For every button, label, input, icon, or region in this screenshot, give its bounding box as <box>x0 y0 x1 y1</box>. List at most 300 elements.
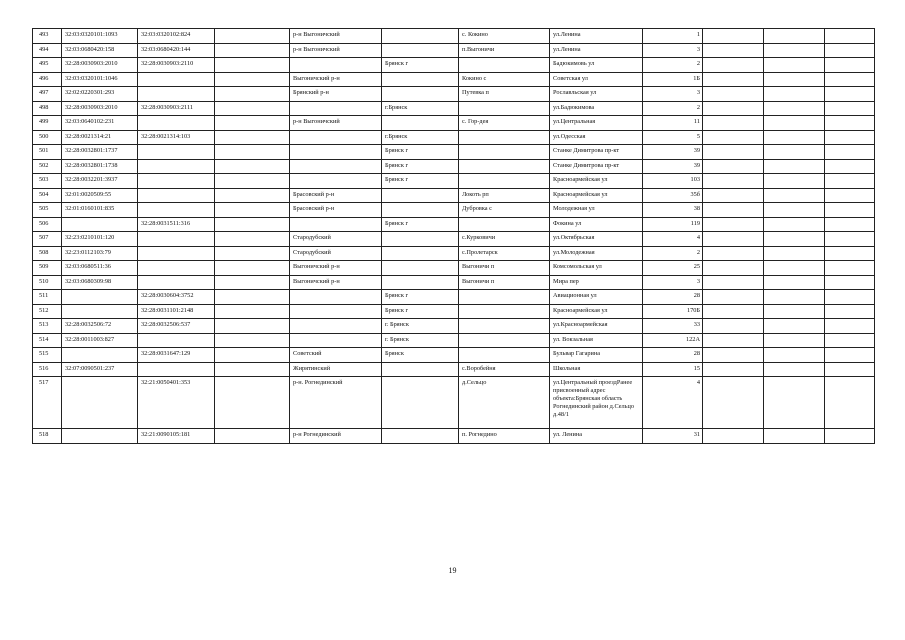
cell-cadastral-number: 32:23:0112103:79 <box>62 246 138 261</box>
cell-city: Брянск г <box>382 159 459 174</box>
cell-street: ул.Центральная <box>550 116 643 131</box>
cell-district <box>290 290 382 305</box>
cell-cadastral-number: 32:03:0640102:231 <box>62 116 138 131</box>
cell-city: Брянск г <box>382 174 459 189</box>
cell-district <box>290 174 382 189</box>
cell-extra-col-2 <box>764 58 825 73</box>
cell-city <box>382 429 459 444</box>
cell-building-cadastral-number: 32:28:0021314:103 <box>138 130 215 145</box>
cell-city: Брянск г <box>382 290 459 305</box>
cell-cadastral-number <box>62 304 138 319</box>
cell-house-number: 2 <box>643 246 703 261</box>
cell-city: г.Брянск <box>382 101 459 116</box>
cell-settlement: с. Гор-дея <box>459 116 550 131</box>
cell-extra-col-3 <box>825 429 875 444</box>
cell-extra-col-1 <box>703 145 764 160</box>
cell-city: Брянск <box>382 348 459 363</box>
cell-extra-col-1 <box>703 174 764 189</box>
cell-settlement <box>459 217 550 232</box>
cell-street: Красноармейская ул <box>550 304 643 319</box>
cell-row-number: 509 <box>33 261 62 276</box>
cell-row-number: 503 <box>33 174 62 189</box>
cell-district: Выгоничский р-н <box>290 261 382 276</box>
cell-street: Красноармейская ул <box>550 188 643 203</box>
cell-extra-col-2 <box>764 116 825 131</box>
cell-settlement <box>459 304 550 319</box>
cell-house-number: 1 <box>643 29 703 44</box>
cell-extra-col-1 <box>703 217 764 232</box>
cell-city <box>382 246 459 261</box>
cell-extra-col-2 <box>764 429 825 444</box>
table-row <box>33 333 875 348</box>
cell-street: Бадюкимовь ул <box>550 58 643 73</box>
cell-cadastral-number: 32:28:0032201:3937 <box>62 174 138 189</box>
cell-settlement: Дубровка с <box>459 203 550 218</box>
cell-street: Станке Димитрова пр-кт <box>550 159 643 174</box>
cell-blank-col <box>215 377 290 429</box>
cell-house-number: 39 <box>643 145 703 160</box>
cell-blank-col <box>215 217 290 232</box>
cell-row-number: 495 <box>33 58 62 73</box>
cell-house-number: 15 <box>643 362 703 377</box>
cell-city <box>382 43 459 58</box>
cell-house-number: 2 <box>643 101 703 116</box>
cell-cadastral-number: 32:28:0030903:2010 <box>62 58 138 73</box>
cell-district: Брянский р-н <box>290 87 382 102</box>
cell-extra-col-2 <box>764 333 825 348</box>
cell-house-number: 103 <box>643 174 703 189</box>
cell-building-cadastral-number: 32:28:0031101:2148 <box>138 304 215 319</box>
cell-building-cadastral-number: 32:28:0030903:2111 <box>138 101 215 116</box>
cell-blank-col <box>215 348 290 363</box>
cell-house-number: 3 <box>643 87 703 102</box>
cell-extra-col-3 <box>825 275 875 290</box>
cell-street: Комсомольская ул <box>550 261 643 276</box>
cell-cadastral-number: 32:03:0320101:1093 <box>62 29 138 44</box>
cell-district: Выгоничский р-н <box>290 72 382 87</box>
cell-extra-col-1 <box>703 87 764 102</box>
cell-extra-col-2 <box>764 188 825 203</box>
cell-building-cadastral-number <box>138 145 215 160</box>
cell-district: Выгоничский р-н <box>290 275 382 290</box>
cell-district: р-н Рогнединский <box>290 429 382 444</box>
cell-extra-col-1 <box>703 203 764 218</box>
cell-cadastral-number: 32:03:0320101:1046 <box>62 72 138 87</box>
cell-extra-col-3 <box>825 290 875 305</box>
cell-building-cadastral-number: 32:28:0032506:537 <box>138 319 215 334</box>
cell-row-number: 512 <box>33 304 62 319</box>
cell-building-cadastral-number <box>138 116 215 131</box>
cell-extra-col-2 <box>764 29 825 44</box>
cell-house-number: 35б <box>643 188 703 203</box>
cell-settlement: д.Сельцо <box>459 377 550 429</box>
cell-extra-col-3 <box>825 377 875 429</box>
cell-settlement: Выгоничи п <box>459 275 550 290</box>
cell-cadastral-number: 32:28:0021314:21 <box>62 130 138 145</box>
cell-row-number: 515 <box>33 348 62 363</box>
cell-extra-col-3 <box>825 145 875 160</box>
table-row <box>33 319 875 334</box>
cell-street: ул. Ленина <box>550 429 643 444</box>
table-row <box>33 43 875 58</box>
cell-row-number: 518 <box>33 429 62 444</box>
cell-district: Советский <box>290 348 382 363</box>
cell-extra-col-1 <box>703 362 764 377</box>
table-row <box>33 377 875 429</box>
cell-city <box>382 116 459 131</box>
cell-building-cadastral-number <box>138 232 215 247</box>
cell-blank-col <box>215 174 290 189</box>
cell-city <box>382 261 459 276</box>
cell-extra-col-3 <box>825 217 875 232</box>
cell-cadastral-number <box>62 348 138 363</box>
cell-district: р-н. Рогнединский <box>290 377 382 429</box>
cell-extra-col-2 <box>764 203 825 218</box>
cell-settlement <box>459 101 550 116</box>
cell-row-number: 508 <box>33 246 62 261</box>
cell-city <box>382 203 459 218</box>
cell-settlement: Путевка п <box>459 87 550 102</box>
cell-extra-col-2 <box>764 246 825 261</box>
cell-extra-col-3 <box>825 87 875 102</box>
cell-city <box>382 275 459 290</box>
cell-district <box>290 319 382 334</box>
page-number: 19 <box>448 566 457 575</box>
cell-district: Брасовский р-н <box>290 188 382 203</box>
cell-settlement <box>459 58 550 73</box>
cell-cadastral-number: 32:03:0680309:98 <box>62 275 138 290</box>
cell-blank-col <box>215 116 290 131</box>
cell-blank-col <box>215 333 290 348</box>
cell-blank-col <box>215 203 290 218</box>
table-row <box>33 188 875 203</box>
cell-extra-col-1 <box>703 43 764 58</box>
cell-extra-col-1 <box>703 429 764 444</box>
cell-extra-col-3 <box>825 348 875 363</box>
table-row <box>33 429 875 444</box>
cell-row-number: 496 <box>33 72 62 87</box>
cell-city <box>382 87 459 102</box>
cell-district <box>290 130 382 145</box>
cell-extra-col-3 <box>825 362 875 377</box>
cell-district: р-н Выгоничский <box>290 116 382 131</box>
cell-district: р-н Выгоничский <box>290 29 382 44</box>
cell-district: Брасовский р-н <box>290 203 382 218</box>
table-row <box>33 246 875 261</box>
cell-district <box>290 58 382 73</box>
cell-settlement <box>459 333 550 348</box>
cell-city: Брянск г <box>382 145 459 160</box>
cell-street: ул.Ленина <box>550 29 643 44</box>
cell-building-cadastral-number <box>138 188 215 203</box>
cell-street: Авиационная ул <box>550 290 643 305</box>
cell-extra-col-3 <box>825 319 875 334</box>
cell-settlement <box>459 348 550 363</box>
table-row <box>33 275 875 290</box>
cell-street: Бульвар Гагарина <box>550 348 643 363</box>
cell-house-number: 25 <box>643 261 703 276</box>
cell-district <box>290 159 382 174</box>
cell-street: ул. Вокзальная <box>550 333 643 348</box>
cell-street: ул.Одесская <box>550 130 643 145</box>
cell-street: ул.Октябрьская <box>550 232 643 247</box>
cell-extra-col-2 <box>764 43 825 58</box>
cell-row-number: 507 <box>33 232 62 247</box>
cell-district <box>290 304 382 319</box>
cell-extra-col-3 <box>825 261 875 276</box>
cell-city <box>382 232 459 247</box>
cell-street: Станке Димитрова пр-кт <box>550 145 643 160</box>
cell-row-number: 498 <box>33 101 62 116</box>
cell-street: ул.Центральный проездРанее присвоенный адрес объекта:Брянская область Рогнединский район д.Сельцо д.48/1 <box>550 377 643 429</box>
cell-extra-col-1 <box>703 348 764 363</box>
cell-street: ул.Ленина <box>550 43 643 58</box>
cell-extra-col-1 <box>703 246 764 261</box>
cell-extra-col-2 <box>764 304 825 319</box>
cell-city: г. Брянск <box>382 319 459 334</box>
cell-district: Стародубский <box>290 232 382 247</box>
cell-row-number: 513 <box>33 319 62 334</box>
cell-house-number: 170Б <box>643 304 703 319</box>
cell-district: р-н Выгоничский <box>290 43 382 58</box>
table-row <box>33 87 875 102</box>
cell-blank-col <box>215 159 290 174</box>
cell-blank-col <box>215 429 290 444</box>
cell-settlement: с.Пролетарск <box>459 246 550 261</box>
cell-extra-col-2 <box>764 145 825 160</box>
cell-settlement: Выгоничи п <box>459 261 550 276</box>
table-row <box>33 203 875 218</box>
cell-row-number: 505 <box>33 203 62 218</box>
cell-row-number: 494 <box>33 43 62 58</box>
table-row <box>33 116 875 131</box>
cell-building-cadastral-number: 32:28:0030604:3752 <box>138 290 215 305</box>
cell-city: Брянск г <box>382 58 459 73</box>
cell-building-cadastral-number <box>138 72 215 87</box>
cell-settlement: п.Выгоничи <box>459 43 550 58</box>
cell-settlement <box>459 130 550 145</box>
cell-settlement: с. Кокино <box>459 29 550 44</box>
cell-street: Школьная <box>550 362 643 377</box>
cell-house-number: 39 <box>643 159 703 174</box>
cell-settlement: с.Курковичи <box>459 232 550 247</box>
table-row <box>33 304 875 319</box>
cell-cadastral-number: 32:28:0032801:1738 <box>62 159 138 174</box>
cell-blank-col <box>215 319 290 334</box>
cell-extra-col-1 <box>703 333 764 348</box>
cell-house-number: 1Б <box>643 72 703 87</box>
cell-blank-col <box>215 145 290 160</box>
cell-blank-col <box>215 362 290 377</box>
cell-extra-col-2 <box>764 348 825 363</box>
cell-city <box>382 377 459 429</box>
cell-district: Стародубский <box>290 246 382 261</box>
cell-row-number: 500 <box>33 130 62 145</box>
cell-extra-col-3 <box>825 232 875 247</box>
cell-street: Красноармейская ул <box>550 174 643 189</box>
cell-row-number: 511 <box>33 290 62 305</box>
cell-street: ул.Бадюкимова <box>550 101 643 116</box>
cell-street: ул.Красноармейская <box>550 319 643 334</box>
cell-city <box>382 72 459 87</box>
cell-city <box>382 188 459 203</box>
cell-extra-col-1 <box>703 188 764 203</box>
cell-house-number: 3 <box>643 43 703 58</box>
cell-extra-col-2 <box>764 174 825 189</box>
cell-settlement <box>459 319 550 334</box>
cell-building-cadastral-number <box>138 203 215 218</box>
cell-blank-col <box>215 246 290 261</box>
cell-extra-col-2 <box>764 261 825 276</box>
cell-house-number: 28 <box>643 348 703 363</box>
cell-cadastral-number <box>62 290 138 305</box>
cell-cadastral-number: 32:01:0160101:835 <box>62 203 138 218</box>
cell-extra-col-1 <box>703 58 764 73</box>
cell-building-cadastral-number: 32:28:0031647:129 <box>138 348 215 363</box>
table-row <box>33 232 875 247</box>
cell-extra-col-3 <box>825 29 875 44</box>
cell-building-cadastral-number <box>138 261 215 276</box>
cell-extra-col-3 <box>825 246 875 261</box>
cell-row-number: 502 <box>33 159 62 174</box>
cell-extra-col-1 <box>703 232 764 247</box>
cell-building-cadastral-number: 32:21:0050401:353 <box>138 377 215 429</box>
cell-row-number: 499 <box>33 116 62 131</box>
cell-blank-col <box>215 232 290 247</box>
cell-building-cadastral-number: 32:03:0320102:824 <box>138 29 215 44</box>
cell-extra-col-3 <box>825 58 875 73</box>
cell-settlement: Локоть рп <box>459 188 550 203</box>
cell-row-number: 516 <box>33 362 62 377</box>
cell-settlement <box>459 159 550 174</box>
cell-extra-col-2 <box>764 159 825 174</box>
cell-house-number: 122А <box>643 333 703 348</box>
cell-extra-col-1 <box>703 377 764 429</box>
cell-building-cadastral-number <box>138 362 215 377</box>
cell-street: Рославльская ул <box>550 87 643 102</box>
table-row <box>33 348 875 363</box>
cell-building-cadastral-number <box>138 174 215 189</box>
cell-extra-col-1 <box>703 72 764 87</box>
cell-city <box>382 362 459 377</box>
cell-house-number: 11 <box>643 116 703 131</box>
cell-building-cadastral-number <box>138 87 215 102</box>
cell-house-number: 4 <box>643 232 703 247</box>
cell-blank-col <box>215 58 290 73</box>
cell-cadastral-number: 32:01:0020509:55 <box>62 188 138 203</box>
cell-cadastral-number: 32:03:0680420:158 <box>62 43 138 58</box>
cell-blank-col <box>215 130 290 145</box>
cell-extra-col-3 <box>825 72 875 87</box>
cell-city: Брянск г <box>382 304 459 319</box>
cell-extra-col-3 <box>825 174 875 189</box>
cell-extra-col-3 <box>825 188 875 203</box>
cell-extra-col-1 <box>703 261 764 276</box>
cell-extra-col-3 <box>825 101 875 116</box>
table-row <box>33 72 875 87</box>
cell-house-number: 4 <box>643 377 703 429</box>
cell-cadastral-number: 32:28:0030903:2010 <box>62 101 138 116</box>
cell-extra-col-3 <box>825 159 875 174</box>
cell-extra-col-1 <box>703 101 764 116</box>
cell-row-number: 493 <box>33 29 62 44</box>
property-register-table <box>32 28 875 444</box>
table-row <box>33 362 875 377</box>
cell-row-number: 514 <box>33 333 62 348</box>
cell-blank-col <box>215 43 290 58</box>
cell-house-number: 5 <box>643 130 703 145</box>
cell-district <box>290 101 382 116</box>
cell-row-number: 510 <box>33 275 62 290</box>
cell-extra-col-2 <box>764 232 825 247</box>
cell-extra-col-1 <box>703 290 764 305</box>
cell-house-number: 38 <box>643 203 703 218</box>
cell-cadastral-number: 32:28:0032801:1737 <box>62 145 138 160</box>
cell-settlement: п. Рогнедино <box>459 429 550 444</box>
cell-house-number: 28 <box>643 290 703 305</box>
cell-extra-col-1 <box>703 159 764 174</box>
cell-extra-col-3 <box>825 43 875 58</box>
cell-street: Фокина ул <box>550 217 643 232</box>
cell-blank-col <box>215 261 290 276</box>
cell-street: Молодежная ул <box>550 203 643 218</box>
cell-cadastral-number: 32:03:0680511:36 <box>62 261 138 276</box>
table-row <box>33 261 875 276</box>
cell-blank-col <box>215 29 290 44</box>
cell-row-number: 501 <box>33 145 62 160</box>
cell-extra-col-2 <box>764 130 825 145</box>
cell-street: Советская ул <box>550 72 643 87</box>
cell-building-cadastral-number: 32:28:0030903:2110 <box>138 58 215 73</box>
cell-house-number: 3 <box>643 275 703 290</box>
cell-district: Жирятинский <box>290 362 382 377</box>
cell-extra-col-3 <box>825 116 875 131</box>
cell-cadastral-number: 32:28:0032506:72 <box>62 319 138 334</box>
cell-building-cadastral-number <box>138 159 215 174</box>
cell-house-number: 33 <box>643 319 703 334</box>
table-row <box>33 159 875 174</box>
cell-cadastral-number <box>62 377 138 429</box>
cell-extra-col-2 <box>764 217 825 232</box>
cell-settlement <box>459 290 550 305</box>
cell-building-cadastral-number: 32:03:0680420:144 <box>138 43 215 58</box>
cell-district <box>290 333 382 348</box>
table-row <box>33 130 875 145</box>
cell-extra-col-2 <box>764 362 825 377</box>
cell-blank-col <box>215 72 290 87</box>
cell-extra-col-2 <box>764 377 825 429</box>
cell-district <box>290 145 382 160</box>
table-row <box>33 217 875 232</box>
cell-house-number: 2 <box>643 58 703 73</box>
cell-cadastral-number <box>62 429 138 444</box>
cell-row-number: 497 <box>33 87 62 102</box>
cell-extra-col-1 <box>703 130 764 145</box>
cell-row-number: 506 <box>33 217 62 232</box>
table-row <box>33 145 875 160</box>
cell-extra-col-2 <box>764 72 825 87</box>
cell-extra-col-1 <box>703 319 764 334</box>
cell-extra-col-1 <box>703 29 764 44</box>
cell-cadastral-number: 32:07:0090501:237 <box>62 362 138 377</box>
cell-settlement: Кокино с <box>459 72 550 87</box>
cell-building-cadastral-number: 32:21:0090105:181 <box>138 429 215 444</box>
cell-blank-col <box>215 304 290 319</box>
cell-house-number: 31 <box>643 429 703 444</box>
cell-row-number: 504 <box>33 188 62 203</box>
table-row <box>33 101 875 116</box>
cell-building-cadastral-number: 32:28:0031511:316 <box>138 217 215 232</box>
